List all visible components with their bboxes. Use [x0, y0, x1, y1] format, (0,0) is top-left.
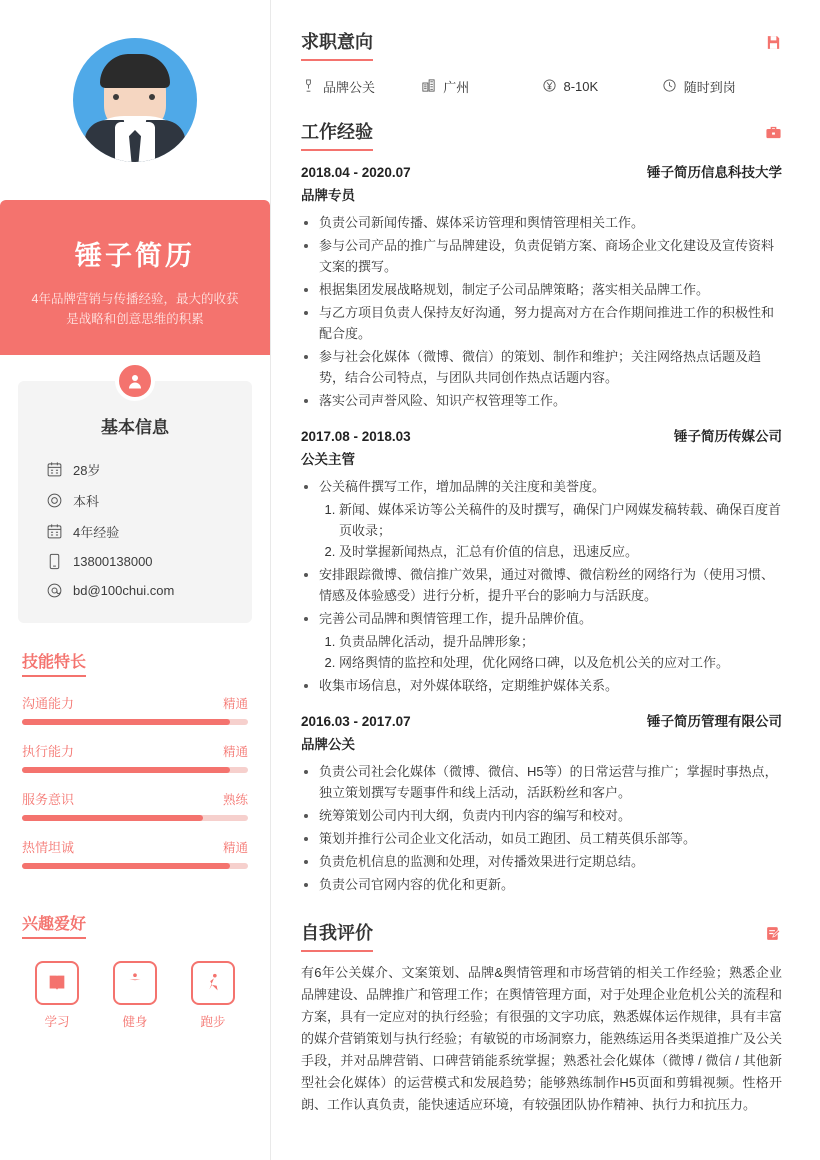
job-bullet: • 负责公司社会化媒体（微博、微信、H5等）的日常运营与推广；掌握时事热点，独立策划撰写专题事件和线上活动，活跃粉丝和客户。 [319, 761, 782, 803]
job-intent-title: 求职意向 [301, 28, 373, 61]
job-intent-city [421, 77, 541, 96]
skill-item [22, 693, 248, 725]
job-intent-position-value: 品牌公关 [323, 80, 376, 95]
book-icon [35, 961, 79, 1005]
skill-item [22, 789, 248, 821]
section-job-intent [301, 28, 782, 114]
sidebar [0, 0, 270, 1160]
skill-level: 精通 [222, 841, 248, 855]
person-icon [115, 361, 155, 401]
job-period: 2017.08 - 2018.03 [301, 429, 411, 444]
job-sub-bullet: 1. 新闻、媒体采访等公关稿件的及时撰写，确保门户网媒发稿转载、确保百度首页收录； [339, 499, 782, 541]
job-intent-availability [662, 77, 782, 96]
info-value-phone: 13800138000 [73, 554, 153, 569]
education-icon [46, 492, 63, 509]
hobbies-list [0, 945, 270, 1030]
salary-icon [542, 78, 557, 96]
skill-bar [22, 719, 248, 725]
avatar-shirt [76, 116, 194, 162]
hobby-item-running [178, 961, 248, 1030]
job-bullet [319, 476, 782, 562]
running-icon [191, 961, 235, 1005]
hobby-label: 跑步 [200, 1015, 226, 1029]
skill-bar [22, 863, 248, 869]
skill-bar [22, 815, 248, 821]
hobby-item-study [22, 961, 92, 1030]
hobby-item-fitness [100, 961, 170, 1030]
hobbies-title: 兴趣爱好 [22, 911, 86, 939]
job-role: 公关主管 [301, 452, 355, 467]
skill-level: 精通 [222, 697, 248, 711]
city-icon [421, 78, 436, 96]
info-item-phone [18, 547, 252, 576]
job-intent-salary-value: 8-10K [563, 79, 599, 94]
info-value-education: 本科 [73, 494, 100, 509]
fitness-icon [113, 961, 157, 1005]
job-entry [301, 710, 782, 895]
job-sub-bullet: 1. 负责品牌化活动，提升品牌形象； [339, 631, 782, 652]
calendar-icon [46, 461, 63, 478]
job-sub-bullet: 2. 及时掌握新闻热点，汇总有价值的信息，迅速反应。 [339, 541, 782, 562]
basic-info-card [18, 381, 252, 623]
self-evaluation-title: 自我评价 [301, 919, 373, 952]
skill-name: 热情坦诚 [22, 840, 75, 855]
job-sub-bullets [319, 499, 782, 562]
name-card [0, 200, 270, 355]
phone-icon [46, 553, 63, 570]
job-period: 2016.03 - 2017.07 [301, 714, 411, 729]
skill-name: 沟通能力 [22, 696, 75, 711]
job-period: 2018.04 - 2020.07 [301, 165, 411, 180]
job-bullet: • 负责公司新闻传播、媒体采访管理和舆情管理相关工作。 [319, 212, 782, 233]
job-entry [301, 425, 782, 696]
skill-item [22, 741, 248, 773]
job-bullet: • 与乙方项目负责人保持友好沟通，努力提高对方在合作期间推进工作的积极性和配合度。 [319, 302, 782, 344]
job-bullet: • 收集市场信息，对外媒体联络，定期维护媒体关系。 [319, 675, 782, 696]
job-bullets [301, 761, 782, 895]
job-intent-position [301, 77, 421, 96]
skill-name: 执行能力 [22, 744, 75, 759]
job-bullet [319, 608, 782, 673]
basic-info-title: 基本信息 [101, 418, 169, 437]
candidate-tagline: 4年品牌营销与传播经验，最大的收获是战略和创意思维的积累 [31, 292, 239, 326]
job-bullet: • 落实公司声誉风险、知识产权管理等工作。 [319, 390, 782, 411]
avatar-eye-left [113, 94, 119, 100]
skill-bar [22, 767, 248, 773]
job-bullet-text: 完善公司品牌和舆情管理工作，提升品牌价值。 [319, 611, 593, 626]
skill-level: 熟练 [222, 793, 248, 807]
job-entry [301, 161, 782, 411]
info-value-age: 28岁 [73, 463, 101, 478]
edit-icon [765, 925, 782, 947]
briefcase-icon [765, 124, 782, 146]
skill-level: 精通 [222, 745, 248, 759]
job-role: 品牌公关 [301, 737, 355, 752]
job-intent-city-value: 广州 [443, 80, 470, 95]
save-icon [765, 34, 782, 56]
skill-name: 服务意识 [22, 792, 75, 807]
work-experience-title: 工作经验 [301, 118, 373, 151]
skills-list [0, 683, 270, 869]
job-sub-bullet: 2. 网络舆情的监控和处理，优化网络口碑，以及危机公关的应对工作。 [339, 652, 782, 673]
job-bullet: • 安排跟踪微博、微信推广效果，通过对微博、微信粉丝的网络行为（使用习惯、情感及体验感受）进行分析，提升平台的影响力与活跃度。 [319, 564, 782, 606]
avatar-eye-right [149, 94, 155, 100]
main-content [270, 0, 820, 1160]
avatar-hair [100, 54, 170, 88]
skills-title: 技能特长 [22, 649, 86, 677]
job-bullet: • 参与公司产品的推广与品牌建设，负责促销方案、商场企业文化建设及宣传资料文案的撰写。 [319, 235, 782, 277]
hobby-label: 健身 [122, 1015, 148, 1029]
self-evaluation-text: 有6年公关媒介、文案策划、品牌&舆情管理和市场营销的相关工作经验；熟悉企业品牌建设、品牌推广和管理工作；在舆情管理方面，对于处理企业危机公关的流程和方案，具有一定应对的执行经验；有很强的文字功底，熟悉媒体运作规律，具有丰富的媒介营销策划与执行经验；有敏锐的市场洞察力，能熟练运用各类渠道推广及公关手段，并对品牌营销、口碑营销能系统掌握；熟悉社会化媒体（微博 / 微信 / 其他新型社会化媒体）的运营模式和发展趋势；能够熟练制作H5页面和剪辑视频。性格开朗、工作认真负责，能快速适应环境，有较强团队协作精神、执行力和抗压力。 [301, 965, 783, 1112]
skill-item [22, 837, 248, 869]
clock-icon [662, 78, 677, 96]
job-bullets [301, 476, 782, 696]
job-intent-salary [542, 78, 662, 96]
job-sub-bullets [319, 631, 782, 673]
job-company: 锤子简历信息科技大学 [647, 165, 782, 180]
job-bullet: • 负责危机信息的监测和处理，对传播效果进行定期总结。 [319, 851, 782, 872]
hobby-label: 学习 [44, 1015, 70, 1029]
info-item-age [18, 454, 252, 485]
email-icon [46, 582, 63, 599]
info-item-education [18, 485, 252, 516]
candidate-name: 锤子简历 [75, 241, 195, 271]
job-role: 品牌专员 [301, 188, 355, 203]
section-work-experience [301, 118, 782, 895]
section-self-evaluation [301, 919, 782, 1116]
job-intent-items [301, 71, 782, 114]
job-bullet-text: 公关稿件撰写工作，增加品牌的关注度和美誉度。 [319, 479, 606, 494]
position-icon [301, 78, 316, 96]
job-bullet: • 策划并推行公司企业文化活动，如员工跑团、员工精英俱乐部等。 [319, 828, 782, 849]
info-item-email [18, 576, 252, 605]
job-bullet: • 统筹策划公司内刊大纲，负责内刊内容的编写和校对。 [319, 805, 782, 826]
job-company: 锤子简历传媒公司 [674, 429, 782, 444]
info-value-experience: 4年经验 [73, 525, 120, 540]
avatar-container [0, 0, 270, 200]
job-intent-availability-value: 随时到岗 [683, 80, 736, 95]
job-bullet: • 参与社会化媒体（微博、微信）的策划、制作和维护；关注网络热点话题及趋势，结合公司特点，与团队共同创作热点话题内容。 [319, 346, 782, 388]
job-company: 锤子简历管理有限公司 [647, 714, 782, 729]
info-item-experience [18, 516, 252, 547]
job-bullet: • 根据集团发展战略规划，制定子公司品牌策略；落实相关品牌工作。 [319, 279, 782, 300]
avatar [73, 38, 197, 162]
job-bullet: • 负责公司官网内容的优化和更新。 [319, 874, 782, 895]
experience-icon [46, 523, 63, 540]
job-bullets [301, 212, 782, 411]
info-value-email: bd@100chui.com [73, 583, 175, 598]
